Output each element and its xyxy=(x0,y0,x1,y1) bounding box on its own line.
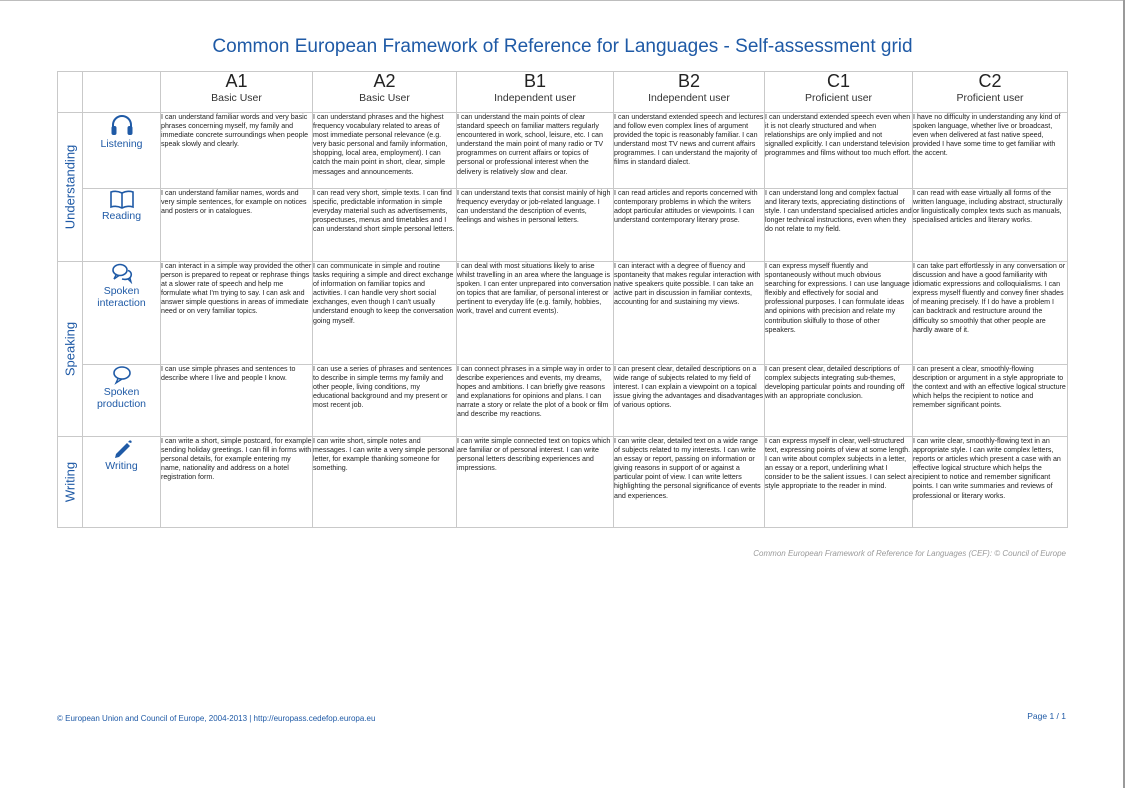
descriptor-cell: I can write a short, simple postcard, for example sending holiday greetings. I can fill in forms with personal details, for example entering my name, nationality and address on a hotel registration form. xyxy=(161,437,313,528)
descriptor-cell: I can interact in a simple way provided the other person is prepared to repeat or rephrase things at a slower rate of speech and help me formulate what I'm trying to say. I can ask and answer simple questions in areas of immediate need or on very familiar topics. xyxy=(161,262,313,365)
footer-copyright-link[interactable]: © European Union and Council of Europe, 2004-2013 | http://europass.cedefop.europa.eu xyxy=(57,714,376,723)
descriptor-cell: I can understand familiar names, words and very simple sentences, for example on notices and posters or in catalogues. xyxy=(161,189,313,262)
reading-row xyxy=(58,189,1068,262)
level-header-a2 xyxy=(313,72,457,113)
level-description: Proficient user xyxy=(956,92,1024,104)
spoken-production-row xyxy=(58,365,1068,437)
descriptor-cell: I can present clear, detailed descriptions of complex subjects integrating sub-themes, developing particular points and rounding off with an appropriate conclusion. xyxy=(765,365,913,437)
descriptor-cell: I can write short, simple notes and messages. I can write a very simple personal letter, for example thanking someone for something. xyxy=(313,437,457,528)
skill-label-line-2: interaction xyxy=(97,297,146,309)
skill-reading xyxy=(83,189,161,262)
descriptor-cell: I can deal with most situations likely to arise whilst travelling in an area where the language is spoken. I can enter unprepared into conversation on topics that are familiar, of personal interest or pertinent to everyday life (e.g. family, hobbies, work, travel and current events). xyxy=(457,262,614,365)
level-description: Independent user xyxy=(648,92,730,104)
level-header-c1 xyxy=(765,72,913,113)
descriptor-cell: I can understand extended speech even when it is not clearly structured and when relationships are only implied and not signalled explicitly. I can understand television programmes and films without too much effort. xyxy=(765,113,913,189)
descriptor-cell: I can write clear, smoothly-flowing text in an appropriate style. I can write complex letters, reports or articles which present a case with an effective logical structure which helps the recipient to notice and remember significant points. I can write summaries and reviews of professional or literary works. xyxy=(913,437,1068,528)
skill-label-line-1: Spoken xyxy=(103,285,140,297)
category-speaking xyxy=(58,262,83,437)
speech-bubble-icon xyxy=(111,365,133,385)
descriptor-cell: I can understand phrases and the highest frequency vocabulary related to areas of most immediate personal relevance (e.g. very basic personal and family information, shopping, local area, employment). I can catch the main point in short, clear, simple messages and announcements. xyxy=(313,113,457,189)
header-empty-cell xyxy=(58,72,83,113)
skill-label-line-1: Spoken xyxy=(103,386,140,398)
level-description: Basic User xyxy=(211,92,262,104)
descriptor-cell: I can interact with a degree of fluency and spontaneity that makes regular interaction with native speakers quite possible. I can take an active part in discussion in familiar contexts, accounting for and sustaining my views. xyxy=(614,262,765,365)
header-empty-cell xyxy=(83,72,161,113)
level-header-a1 xyxy=(161,72,313,113)
skill-label-line-2: production xyxy=(96,398,147,410)
descriptor-cell: I can understand the main points of clear standard speech on familiar matters regularly encountered in work, school, leisure, etc. I can understand the main point of many radio or TV programmes on current affairs or topics of personal or professional interest when the delivery is relatively slow and clear. xyxy=(457,113,614,189)
descriptor-cell: I can take part effortlessly in any conversation or discussion and have a good familiarity with idiomatic expressions and colloquialisms. I can express myself fluently and convey finer shades of meaning precisely. If I do have a problem I can backtrack and restructure around the difficulty so smoothly that other people are hardly aware of it. xyxy=(913,262,1068,365)
descriptor-cell: I can read with ease virtually all forms of the written language, including abstract, structurally or linguistically complex texts such as manuals, specialised articles and literary works. xyxy=(913,189,1068,262)
level-code: A1 xyxy=(225,71,248,91)
level-code: B2 xyxy=(677,71,701,91)
level-header-b1 xyxy=(457,72,614,113)
copyright-credit: Common European Framework of Reference for Languages (CEF): © Council of Europe xyxy=(753,549,1066,558)
page-number: Page 1 / 1 xyxy=(1027,711,1066,721)
descriptor-cell: I can read very short, simple texts. I can find specific, predictable information in simple everyday material such as advertisements, prospectuses, menus and timetables and I can understand short simple personal letters. xyxy=(313,189,457,262)
open-book-icon xyxy=(109,189,135,209)
page-top-border xyxy=(0,0,1125,1)
descriptor-cell: I can write clear, detailed text on a wide range of subjects related to my interests. I can write an essay or report, passing on information or giving reasons in support of or against a particular point of view. I can write letters highlighting the personal significance of events and experiences. xyxy=(614,437,765,528)
skill-spoken-production xyxy=(83,365,161,437)
header-row xyxy=(58,72,1068,113)
descriptor-cell: I can write simple connected text on topics which are familiar or of personal interest. I can write personal letters describing experiences and impressions. xyxy=(457,437,614,528)
skill-writing xyxy=(83,437,161,528)
skill-label: Writing xyxy=(105,460,138,472)
writing-row xyxy=(58,437,1068,528)
descriptor-cell: I can understand long and complex factual and literary texts, appreciating distinctions of style. I can understand specialised articles and longer technical instructions, even when they do not relate to my field. xyxy=(765,189,913,262)
skill-label: Listening xyxy=(100,138,143,150)
level-code: B1 xyxy=(523,71,547,91)
category-label: Speaking xyxy=(62,321,78,377)
skill-listening xyxy=(83,113,161,189)
skill-label: Reading xyxy=(101,210,142,222)
descriptor-cell: I have no difficulty in understanding any kind of spoken language, whether live or broadcast, even when delivered at fast native speed, provided I have some time to get familiar with the accent. xyxy=(913,113,1068,189)
descriptor-cell: I can read articles and reports concerned with contemporary problems in which the writers adopt particular attitudes or viewpoints. I can understand contemporary literary prose. xyxy=(614,189,765,262)
descriptor-cell: I can understand texts that consist mainly of high frequency everyday or job-related language. I can understand the description of events, feelings and wishes in personal letters. xyxy=(457,189,614,262)
level-header-b2 xyxy=(614,72,765,113)
spoken-interaction-row xyxy=(58,262,1068,365)
descriptor-cell: I can present clear, detailed descriptions on a wide range of subjects related to my field of interest. I can explain a viewpoint on a topical issue giving the advantages and disadvantages of various options. xyxy=(614,365,765,437)
level-header-c2 xyxy=(913,72,1068,113)
skill-spoken-interaction xyxy=(83,262,161,365)
descriptor-cell: I can communicate in simple and routine tasks requiring a simple and direct exchange of information on familiar topics and activities. I can handle very short social exchanges, even though I can't usually understand enough to keep the conversation going myself. xyxy=(313,262,457,365)
descriptor-cell: I can understand familiar words and very basic phrases concerning myself, my family and immediate concrete surroundings when people speak slowly and clearly. xyxy=(161,113,313,189)
level-description: Proficient user xyxy=(804,92,873,104)
self-assessment-grid xyxy=(57,71,1068,528)
listening-row xyxy=(58,113,1068,189)
speech-bubbles-icon xyxy=(110,262,134,284)
level-description: Basic User xyxy=(359,92,410,104)
descriptor-cell: I can use a series of phrases and sentences to describe in simple terms my family and other people, living conditions, my educational background and my present or most recent job. xyxy=(313,365,457,437)
category-label: Understanding xyxy=(62,144,78,230)
descriptor-cell: I can understand extended speech and lectures and follow even complex lines of argument provided the topic is reasonably familiar. I can understand most TV news and current affairs programmes. I can understand the majority of films in standard dialect. xyxy=(614,113,765,189)
level-code: C2 xyxy=(978,71,1002,91)
level-code: A2 xyxy=(373,71,396,91)
category-writing xyxy=(58,437,83,528)
pen-icon xyxy=(111,437,133,459)
descriptor-cell: I can connect phrases in a simple way in order to describe experiences and events, my dreams, hopes and ambitions. I can briefly give reasons and explanations for opinions and plans. I can narrate a story or relate the plot of a book or film and describe my reactions. xyxy=(457,365,614,437)
descriptor-cell: I can express myself fluently and spontaneously without much obvious searching for expressions. I can use language flexibly and effectively for social and professional purposes. I can formulate ideas and opinions with precision and relate my contribution skilfully to those of other speakers. xyxy=(765,262,913,365)
category-understanding xyxy=(58,113,83,262)
level-code: C1 xyxy=(826,71,850,91)
descriptor-cell: I can present a clear, smoothly-flowing description or argument in a style appropriate to the context and with an effective logical structure which helps the recipient to notice and remember significant points. xyxy=(913,365,1068,437)
headphones-icon xyxy=(109,113,135,137)
descriptor-cell: I can express myself in clear, well-structured text, expressing points of view at some length. I can write about complex subjects in a letter, an essay or a report, underlining what I consider to be the salient issues. I can select a style appropriate to the reader in mind. xyxy=(765,437,913,528)
level-description: Independent user xyxy=(494,92,576,104)
category-label: Writing xyxy=(62,461,78,503)
page-title: Common European Framework of Reference for Languages - Self-assessment grid xyxy=(212,36,913,57)
descriptor-cell: I can use simple phrases and sentences to describe where I live and people I know. xyxy=(161,365,313,437)
